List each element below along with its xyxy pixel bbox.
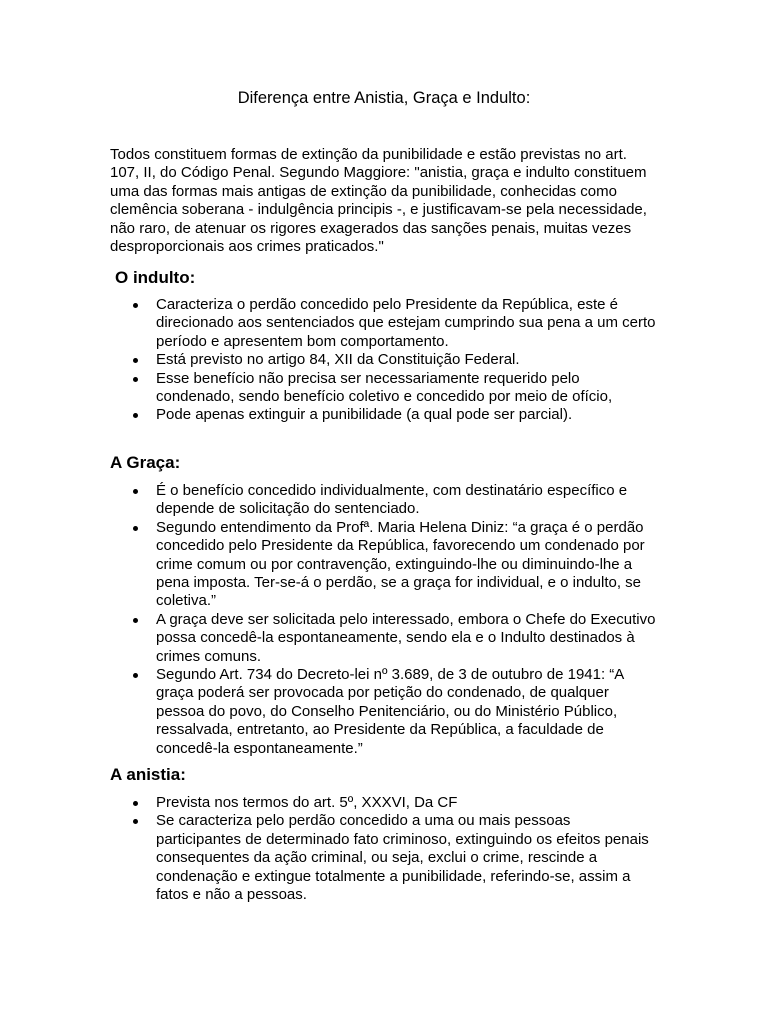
- list-item-text: Segundo entendimento da Profª. Maria Helena Diniz: “a graça é o perdão concedido pelo Presidente da República, favorecendo um condenado por crime comum ou por contravenção, extinguindo-lhe ou diminuindo-lhe a pena imposta. Ter-se-á o perdão, se a graça for individual, e o indulto, se coletiva.”: [156, 518, 645, 610]
- list-item: [156, 794, 656, 812]
- intro-paragraph: Todos constituem formas de extinção da punibilidade e estão previstas no art. 107, II, do Código Penal. Segundo Maggiore: "anistia, graça e indulto constituem uma das formas mais antigas de extinção da punibilidade, conhecidas como clemência soberana - indulgência principis -, e justificavam-se pela necessidade, não raro, de atenuar os rigores exagerados das sanções penais, muitas vezes desproporcionais aos crimes praticados.": [110, 146, 647, 256]
- bullet-icon: [133, 819, 138, 824]
- list-item-text: A graça deve ser solicitada pelo interessado, embora o Chefe do Executivo possa concedê-la espontaneamente, sendo ela e o Indulto destinados à crimes comuns.: [156, 610, 656, 665]
- list-item-text: Caracteriza o perdão concedido pelo Presidente da República, este é direcionado aos sentenciados que estejam cumprindo sua pena a um certo período e apresentem bom comportamento.: [156, 296, 656, 350]
- bullet-icon: [133, 801, 138, 806]
- list-indulto: [156, 296, 656, 425]
- bullet-icon: [133, 303, 138, 308]
- section-heading-anistia: A anistia:: [110, 765, 186, 784]
- bullet-icon: [133, 526, 138, 531]
- list-item-text: Segundo Art. 734 do Decreto-lei nº 3.689, de 3 de outubro de 1941: “A graça poderá ser provocada por petição do condenado, de qualquer pessoa do povo, do Conselho Penitenciário, ou do Ministério Público, ressalvada, entretanto, ao Presidente da República, a faculdade de concedê-la espontaneamente.”: [156, 666, 624, 757]
- section-heading-graca: A Graça:: [110, 453, 181, 472]
- list-item-text: Esse benefício não precisa ser necessariamente requerido pelo condenado, sendo benefício coletivo e concedido por meio de ofício,: [156, 369, 613, 406]
- bullet-icon: [133, 489, 138, 494]
- list-graca: [156, 482, 656, 758]
- bullet-icon: [133, 673, 138, 678]
- list-item: [156, 406, 656, 424]
- list-item: [156, 519, 656, 611]
- list-item-text: Se caracteriza pelo perdão concedido a uma ou mais pessoas participantes de determinado fato criminoso, extinguindo os efeitos penais consequentes da ação criminal, ou seja, exclui o crime, rescinde a condenação e extingue totalmente a punibilidade, referindo-se, assim a fatos e não a pessoas.: [156, 812, 649, 904]
- section-heading-indulto: O indulto:: [115, 268, 196, 287]
- list-item-text: Está previsto no artigo 84, XII da Constituição Federal.: [156, 351, 520, 369]
- list-item: [156, 812, 656, 904]
- list-anistia: [156, 794, 656, 904]
- list-item: [156, 296, 656, 351]
- document-title: Diferença entre Anistia, Graça e Indulto:: [237, 89, 531, 107]
- bullet-icon: [133, 618, 138, 623]
- list-item-text: Pode apenas extinguir a punibilidade (a qual pode ser parcial).: [156, 406, 573, 424]
- list-item: [156, 351, 656, 369]
- list-item: [156, 370, 656, 407]
- bullet-icon: [133, 358, 138, 363]
- list-item-text: É o benefício concedido individualmente, com destinatário específico e depende de solicitação do sentenciado.: [156, 482, 628, 518]
- list-item-text: Prevista nos termos do art. 5º, XXXVI, Da CF: [156, 794, 458, 811]
- list-item: [156, 666, 656, 758]
- list-item: [156, 482, 656, 519]
- bullet-icon: [133, 413, 138, 418]
- bullet-icon: [133, 377, 138, 382]
- list-item: [156, 611, 656, 666]
